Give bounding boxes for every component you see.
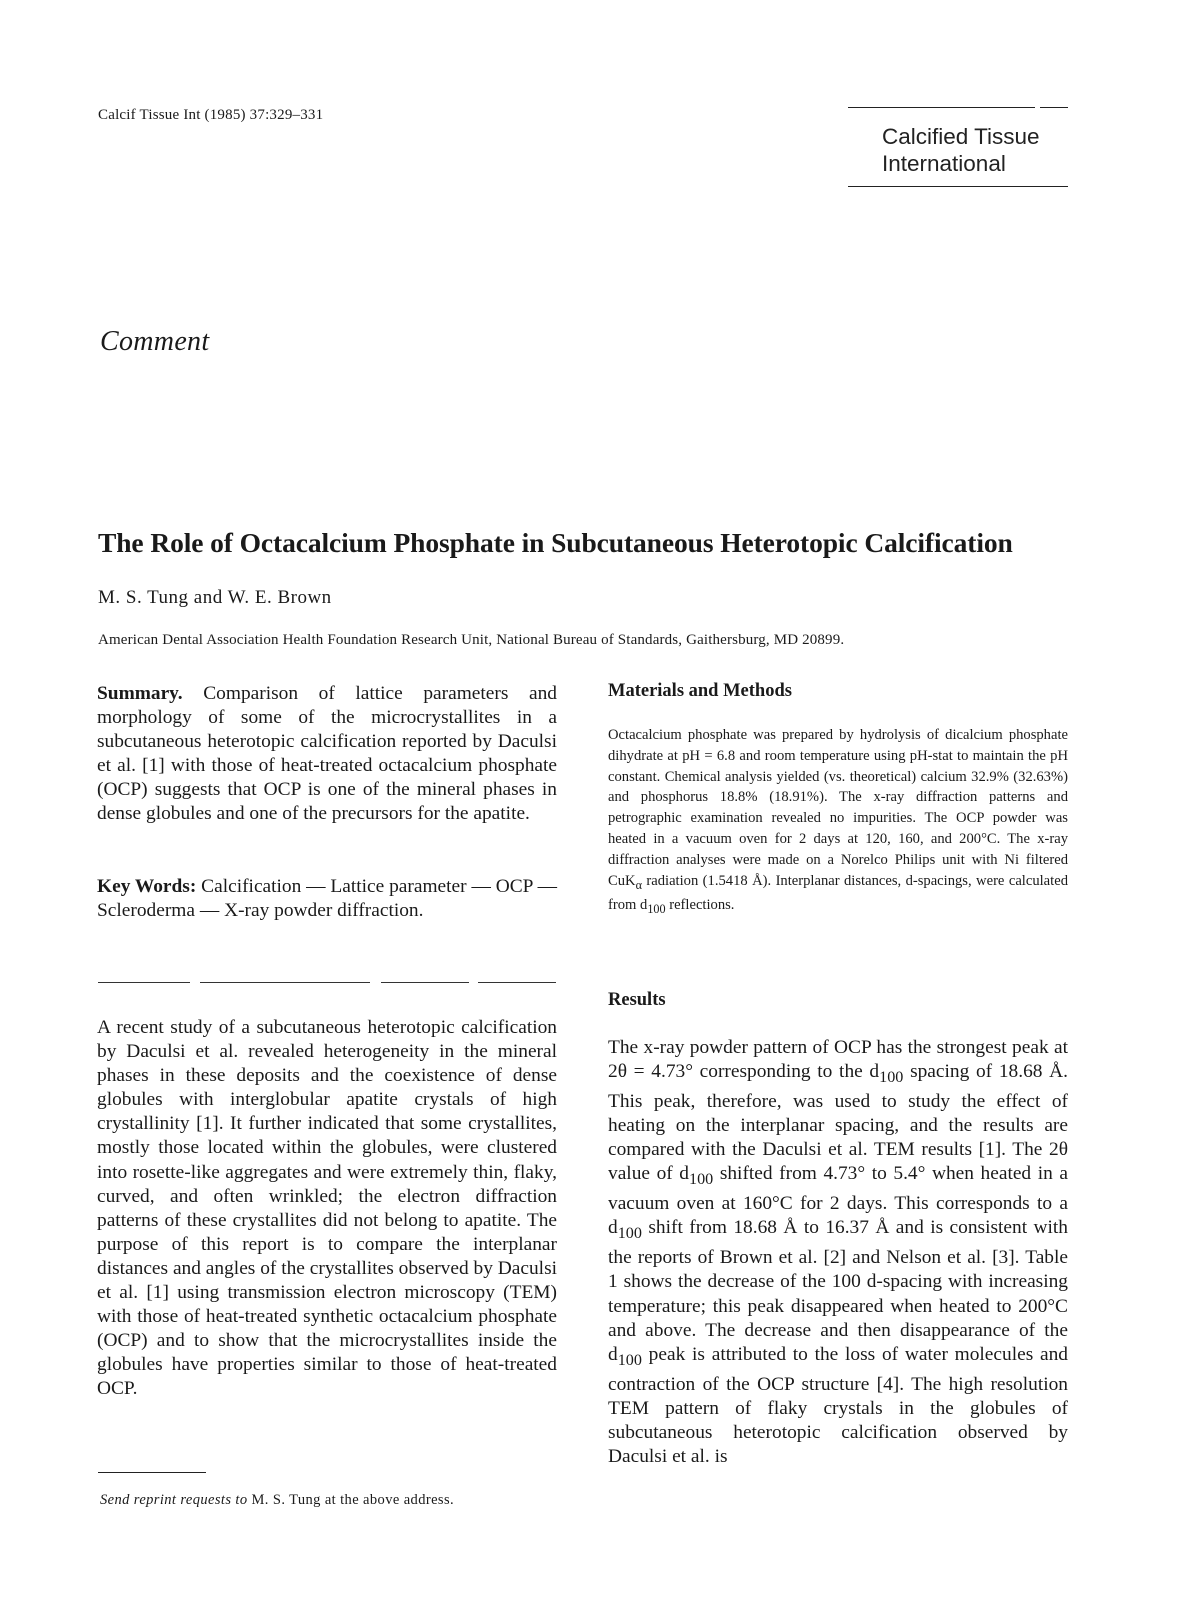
footnote-rule — [98, 1472, 206, 1473]
results-subscript: 100 — [879, 1068, 904, 1086]
methods-text: radiation (1.5418 Å). Interplanar distances, d-spacings, were calculated from d — [608, 872, 1068, 914]
results-text: shifted from 4.73° to 5.4° when heated in a vacuum oven at 160°C for 2 days. This corresponds to a d — [608, 1163, 1068, 1239]
methods-text: Octacalcium phosphate was prepared by hydrolysis of dicalcium phosphate dihydrate at pH = 6.8 and room temperature using pH-stat to maintain the pH constant. Chemical analysis yielded (vs. theoretical) calcium 32.9% (32.63%) and phosphorus 18.8% (18.91%). The x-ray diffraction patterns and petrographic examination revealed no impurities. The OCP powder was heated in a vacuum oven for 2 days at 120, 160, and 200°C. The x-ray diffraction analyses were made on a Norelco Philips unit with Ni filtered CuK — [608, 727, 1068, 889]
methods-subscript: α — [635, 877, 642, 892]
methods-subscript: 100 — [647, 902, 666, 917]
methods-heading: Materials and Methods — [608, 681, 792, 701]
article-authors: M. S. Tung and W. E. Brown — [98, 587, 332, 608]
results-heading: Results — [608, 990, 666, 1010]
summary-text: Comparison of lattice parameters and morphology of some of the microcrystallites in a subcutaneous heterotopic calcification reported by Daculsi et al. [1] with those of heat-treated octacalcium phosphate (OCP) suggests that OCP is one of the mineral phases in dense globules and one of the precursors for the apatite. — [97, 683, 557, 825]
methods-paragraph — [608, 725, 1068, 920]
results-text: peak is attributed to the loss of water molecules and contraction of the OCP structure [4]. The high resolution TEM pattern of flaky crystals in the globules of subcutaneous heterotopic calcification observed by Daculsi et al. is — [608, 1343, 1068, 1467]
results-text: spacing of 18.68 Å. This peak, therefore, was used to study the effect of heating on the interplanar spacing, and the results are compared with the Daculsi et al. TEM results [1]. The 2θ value of d — [608, 1061, 1068, 1185]
footnote-text: M. S. Tung at the above address. — [251, 1492, 455, 1508]
keywords-label: Key Words: — [97, 876, 197, 897]
keywords-text: Calcification — Lattice parameter — OCP — Scleroderma — X-ray powder diffraction. — [97, 876, 557, 922]
separator-dash — [200, 982, 370, 983]
header-rule-top-short — [1040, 107, 1068, 108]
results-paragraph — [608, 1036, 1068, 1469]
footnote-italic: Send reprint requests to — [100, 1492, 248, 1508]
methods-text: reflections. — [665, 897, 735, 914]
header-rule-bottom — [848, 186, 1068, 187]
summary-block — [97, 682, 557, 827]
results-subscript: 100 — [689, 1171, 714, 1189]
header-rule-top — [848, 107, 1035, 108]
results-subscript: 100 — [617, 1351, 642, 1369]
footnote — [100, 1492, 454, 1509]
keywords-block — [97, 875, 557, 923]
results-subscript: 100 — [617, 1225, 642, 1243]
summary-label: Summary. — [97, 683, 183, 704]
journal-name-line1: Calcified Tissue — [882, 124, 1040, 149]
results-text: shift from 18.68 Å to 16.37 Å and is consistent with the reports of Brown et al. [2] and Nelson et al. [3]. Table 1 shows the decrease of the 100 d-spacing with increasing temperature; this peak disappeared when heated to 200°C and above. The decrease and then disappearance of the d — [608, 1217, 1068, 1365]
separator-dash — [98, 982, 190, 983]
article-title: The Role of Octacalcium Phosphate in Subcutaneous Heterotopic Calcification — [98, 527, 1013, 558]
introduction-paragraph: A recent study of a subcutaneous heterotopic calcification by Daculsi et al. revealed heterogeneity in the mineral phases in these deposits and the coexistence of dense globules with interglobular apatite crystals of high crystallinity [1]. It further indicated that some crystallites, mostly those located within the globules, were clustered into rosette-like aggregates and were extremely thin, flaky, curved, and often wrinkled; the electron diffraction patterns of these crystallites did not belong to apatite. The purpose of this report is to compare the interplanar distances and angles of the crystallites observed by Daculsi et al. [1] using transmission electron microscopy (TEM) with those of heat-treated synthetic octacalcium phosphate (OCP) and to show that the microcrystallites inside the globules have properties similar to those of heat-treated OCP. — [97, 1017, 557, 1400]
results-text: The x-ray powder pattern of OCP has the strongest peak at 2θ = 4.73° corresponding to the d — [608, 1037, 1068, 1083]
separator-dash — [381, 982, 469, 983]
section-label: Comment — [100, 326, 210, 357]
author-affiliation: American Dental Association Health Foundation Research Unit, National Bureau of Standards, Gaithersburg, MD 20899. — [98, 632, 845, 648]
journal-name — [882, 123, 1040, 177]
journal-name-line2: International — [882, 151, 1006, 176]
journal-citation: Calcif Tissue Int (1985) 37:329–331 — [98, 107, 324, 123]
separator-dash — [478, 982, 556, 983]
